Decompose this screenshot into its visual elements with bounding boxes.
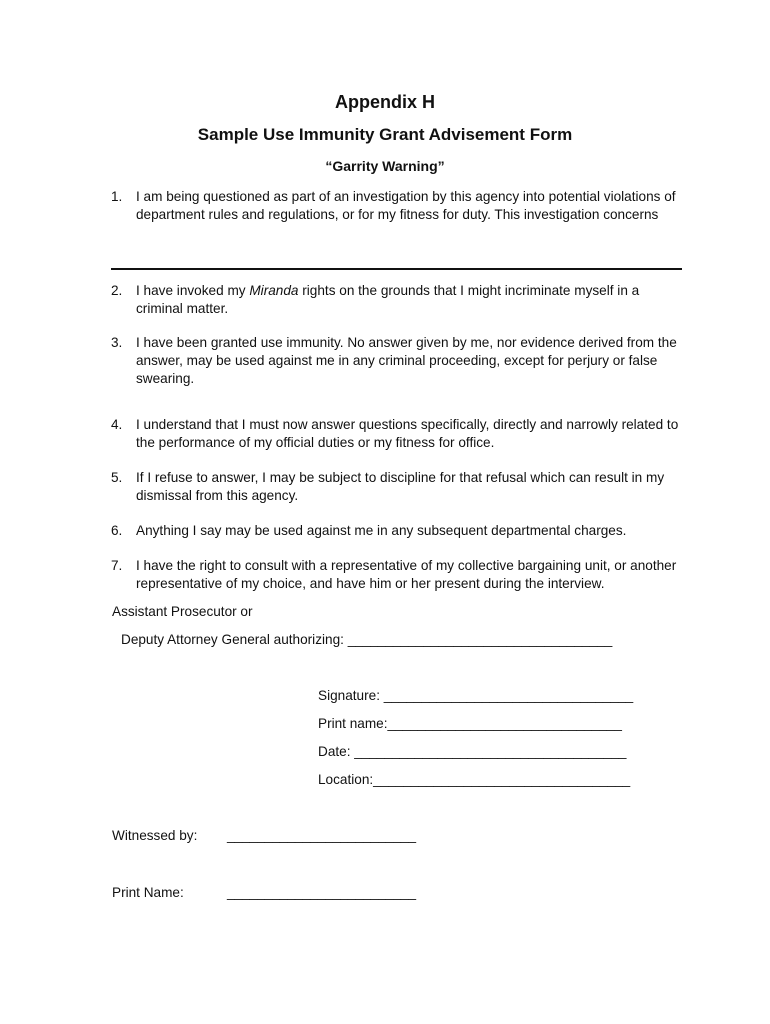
item-text: I am being questioned as part of an investigation by this agency into potential violations of department rules and regulations, or for my fitness for duty. This investigation concerns	[136, 189, 676, 222]
item-text	[136, 282, 686, 318]
item-text: If I refuse to answer, I may be subject to discipline for that refusal which can result in my dismissal from this agency.	[136, 470, 665, 503]
form-title: Sample Use Immunity Grant Advisement Form	[197, 125, 573, 144]
item-number: 4.	[111, 417, 123, 432]
form-subtitle: “Garrity Warning”	[325, 158, 445, 174]
item-number: 1.	[111, 189, 123, 204]
item-text-after: rights on the grounds that I might incriminate myself in a criminal matter.	[136, 283, 640, 316]
item-number: 3.	[111, 335, 123, 350]
list-item-4	[111, 416, 686, 452]
list-item-6	[111, 522, 686, 540]
location-field[interactable]: Location:__________________________________	[318, 772, 631, 787]
witnessed-by-label: Witnessed by:	[112, 828, 198, 843]
list-item-3	[111, 334, 686, 388]
investigation-subject-line[interactable]	[111, 268, 682, 270]
item-text: I understand that I must now answer questions specifically, directly and narrowly related to the performance of my official duties or my fitness for office.	[136, 417, 679, 450]
item-text: I have been granted use immunity. No answer given by me, nor evidence derived from the answer, may be used against me in any criminal proceeding, except for perjury or false swearing.	[136, 335, 677, 386]
item-text-before: I have invoked my	[136, 283, 250, 298]
appendix-heading: Appendix H	[334, 92, 435, 112]
item-number: 2.	[111, 283, 123, 298]
item-number: 7.	[111, 558, 123, 573]
authorizing-field[interactable]: Deputy Attorney General authorizing: ___________________________________	[121, 632, 613, 647]
list-item-5	[111, 469, 686, 505]
authorizer-title: Assistant Prosecutor or	[112, 604, 253, 619]
date-field[interactable]: Date: ____________________________________	[318, 744, 627, 759]
signature-field[interactable]: Signature: _________________________________	[318, 688, 634, 703]
list-item-1	[111, 188, 686, 224]
list-item-2	[111, 282, 686, 318]
item-number: 6.	[111, 523, 123, 538]
list-item-7	[111, 557, 686, 593]
miranda-italic: Miranda	[249, 283, 299, 298]
witness-print-name-label: Print Name:	[112, 885, 184, 900]
witness-print-name-field[interactable]: _________________________	[227, 885, 417, 900]
item-text: I have the right to consult with a representative of my collective bargaining unit, or another representative of my choice, and have him or her present during the interview.	[136, 558, 677, 591]
witnessed-by-field[interactable]: _________________________	[227, 828, 417, 843]
item-number: 5.	[111, 470, 123, 485]
item-text: Anything I say may be used against me in any subsequent departmental charges.	[136, 523, 627, 538]
print-name-field[interactable]: Print name:_______________________________	[318, 716, 622, 731]
